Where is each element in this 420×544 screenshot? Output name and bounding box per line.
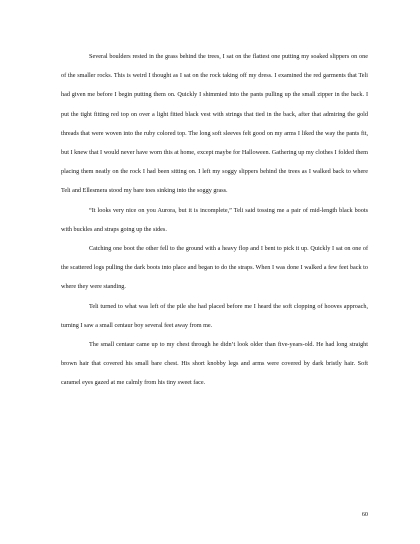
paragraph: Teli turned to what was left of the pile she had placed before me I heard the soft clopping of hooves approach, turning I saw a small centaur boy several feet away from me. — [61, 302, 368, 329]
paragraph: The small centaur came up to my chest through he didn’t look older than five-years-old. He had long straight brown hair that covered his small bare chest. His short knobby legs and arms were covered by dark bristly hair. Soft caramel eyes gazed at me calmly from his tiny sweet face. — [61, 341, 368, 387]
paragraph: Several boulders rested in the grass behind the trees, I sat on the flattest one putting my soaked slippers on one of the smaller rocks. This is weird I thought as I sat on the rock taking off my dress. I examined the red garments that Teli had given me before I begin putting them on. Quickly I shimmied into the pants pulling up the small zipper in the back. I put the tight fitting red top on over a light fitted black vest with strings that tied in the back, after that admiring the gold threads that were woven into the ruby colored top. The long soft sleeves felt good on my arms I liked the way the pants fit, but I knew that I would never have worn this at home, except maybe for Halloween. Gathering up my clothes I folded them placing them neatly on the rock I had been sitting on. I left my soggy slippers behind the trees as I walked back to where Teli and Ellesmera stood my bare toes sinking into the soggy grass. — [61, 53, 368, 195]
page-number: 60 — [361, 511, 368, 518]
paragraph: “It looks very nice on you Aurora, but it is incomplete,” Teli said tossing me a pair of mid-length black boots with buckles and straps going up the sides. — [61, 206, 368, 233]
paragraph: Catching one boot the other fell to the ground with a heavy flop and I bent to pick it up. Quickly I sat on one of the scattered logs pulling the dark boots into place and began to do the straps. When I was done I walked a few feet back to where they were standing. — [61, 245, 368, 291]
body-text — [61, 47, 368, 393]
